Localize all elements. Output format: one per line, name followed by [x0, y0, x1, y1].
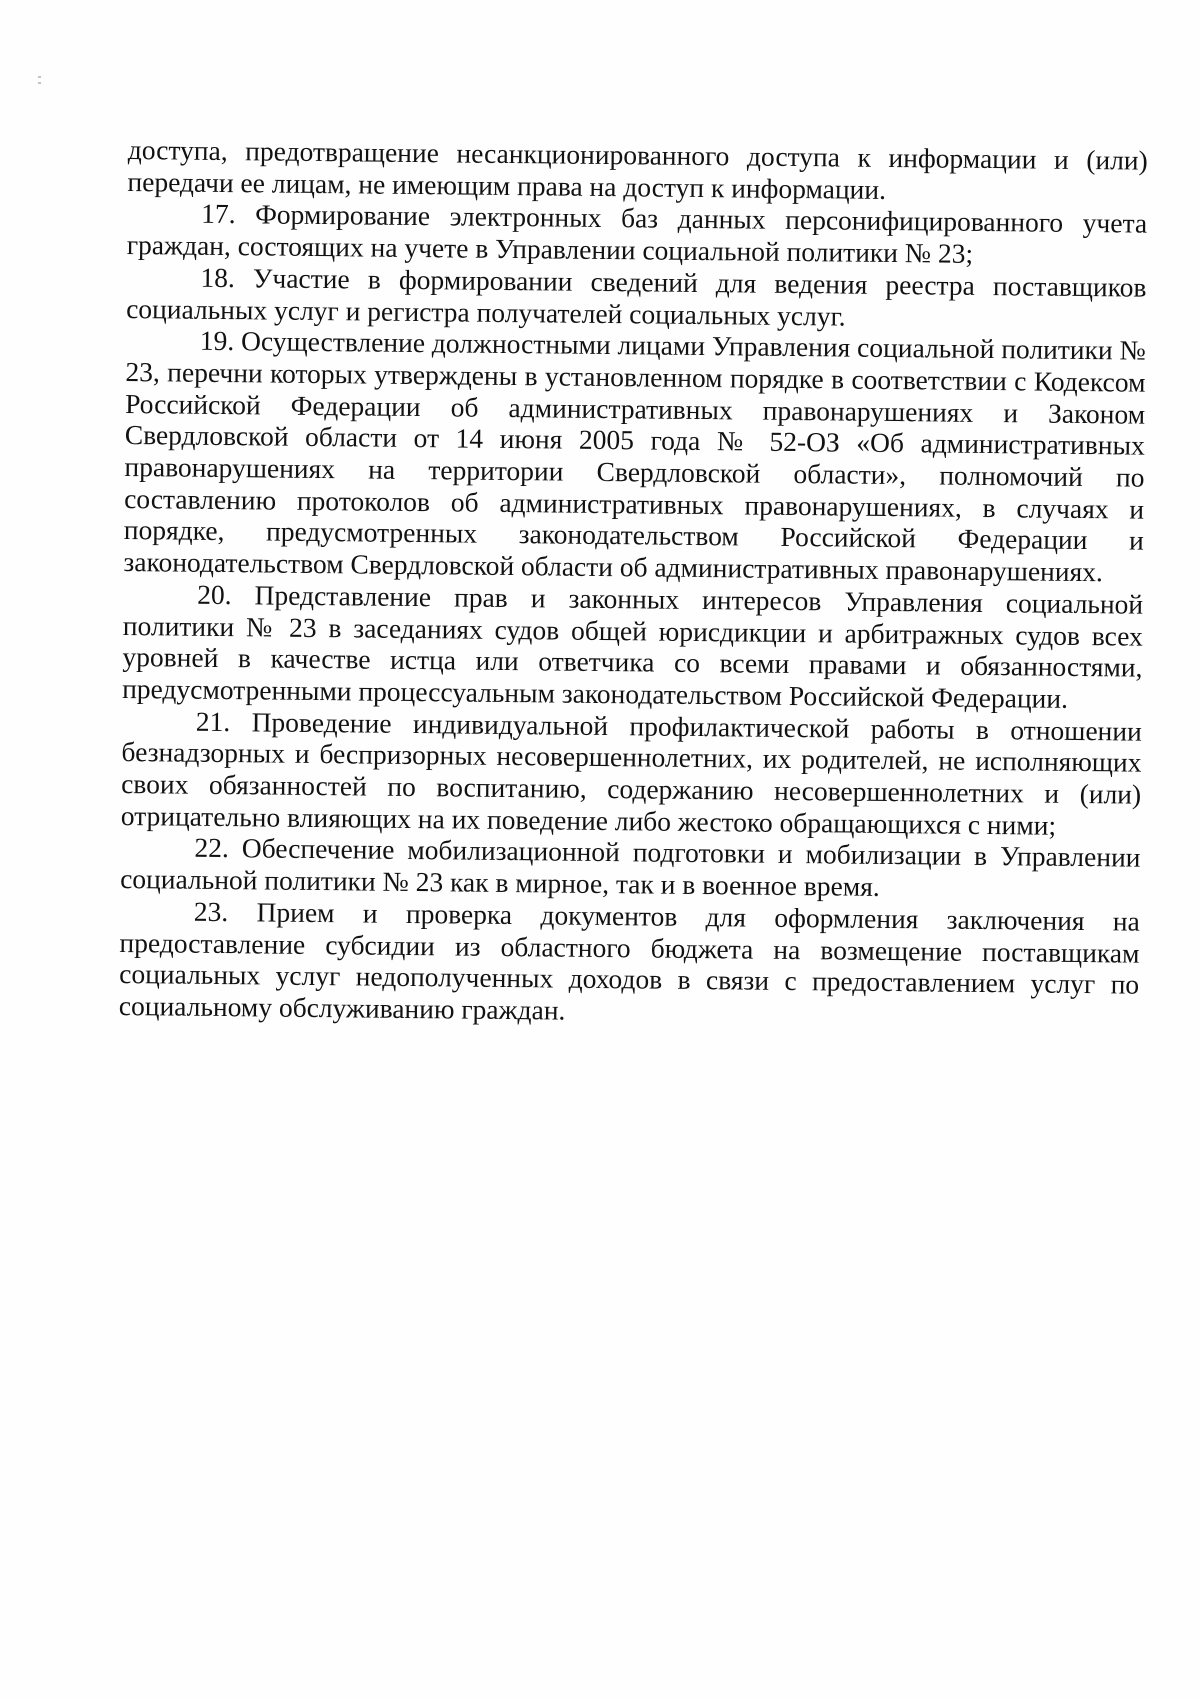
paragraph-16-continuation: доступа, предотвращение несанкционированного доступа к информации и (или) передачи ее лицам, не имеющим права на доступ к информации. — [127, 134, 1148, 205]
paragraph-21: 21. Проведение индивидуальной профилактической работы в отношении безнадзорных и беспризорных несовершеннолетних, их родителей, не исполняющих своих обязанностей по воспитанию, содержанию несовершеннолетних и (или) отрицательно влияющих на их поведение либо жестоко обращающихся с ними; — [120, 705, 1142, 841]
paragraph-22: 22. Обеспечение мобилизационной подготовки и мобилизации в Управлении социальной политики № 23 как в мирное, так и в военное время. — [120, 832, 1141, 903]
paragraph-20: 20. Представление прав и законных интересов Управления социальной политики № 23 в заседаниях судов общей юрисдикции и арбитражных судов всех уровней в качестве истца или ответчика со всеми правами и обязанностями, предусмотренными процессуальным законодательством Российской Федерации. — [122, 578, 1144, 714]
document-body — [119, 134, 1148, 1032]
paragraph-17: 17. Формирование электронных баз данных персонифицированного учета граждан, состоящих на учете в Управлении социальной политики № 23; — [126, 198, 1148, 269]
paragraph-18: 18. Участие в формировании сведений для ведения реестра поставщиков социальных услуг и регистра получателей социальных услуг. — [126, 261, 1147, 332]
paragraph-23: 23. Прием и проверка документов для оформления заключения на предоставление субсидии из областного бюджета на возмещение поставщикам социальных услуг недополученных доходов в связи с предоставлением услуг по социальному обслуживанию граждан. — [118, 895, 1140, 1026]
scan-artifact — [38, 82, 41, 84]
scan-artifact — [38, 76, 41, 78]
paragraph-19: 19. Осуществление должностными лицами Управления социальной политики № 23, перечни которых утверждены в установленном порядке в соответствии с Кодексом Российской Федерации об административных правонарушениях и Законом Свердловской области от 14 июня 2005 года № 52-ОЗ «Об административных правонарушениях на территории Свердловской области», полномочий по составлению протоколов об административных правонарушениях, в случаях и порядке, предусмотренных законодательством Российской Федерации и законодательством Свердловской области об административных правонарушениях. — [123, 324, 1146, 588]
